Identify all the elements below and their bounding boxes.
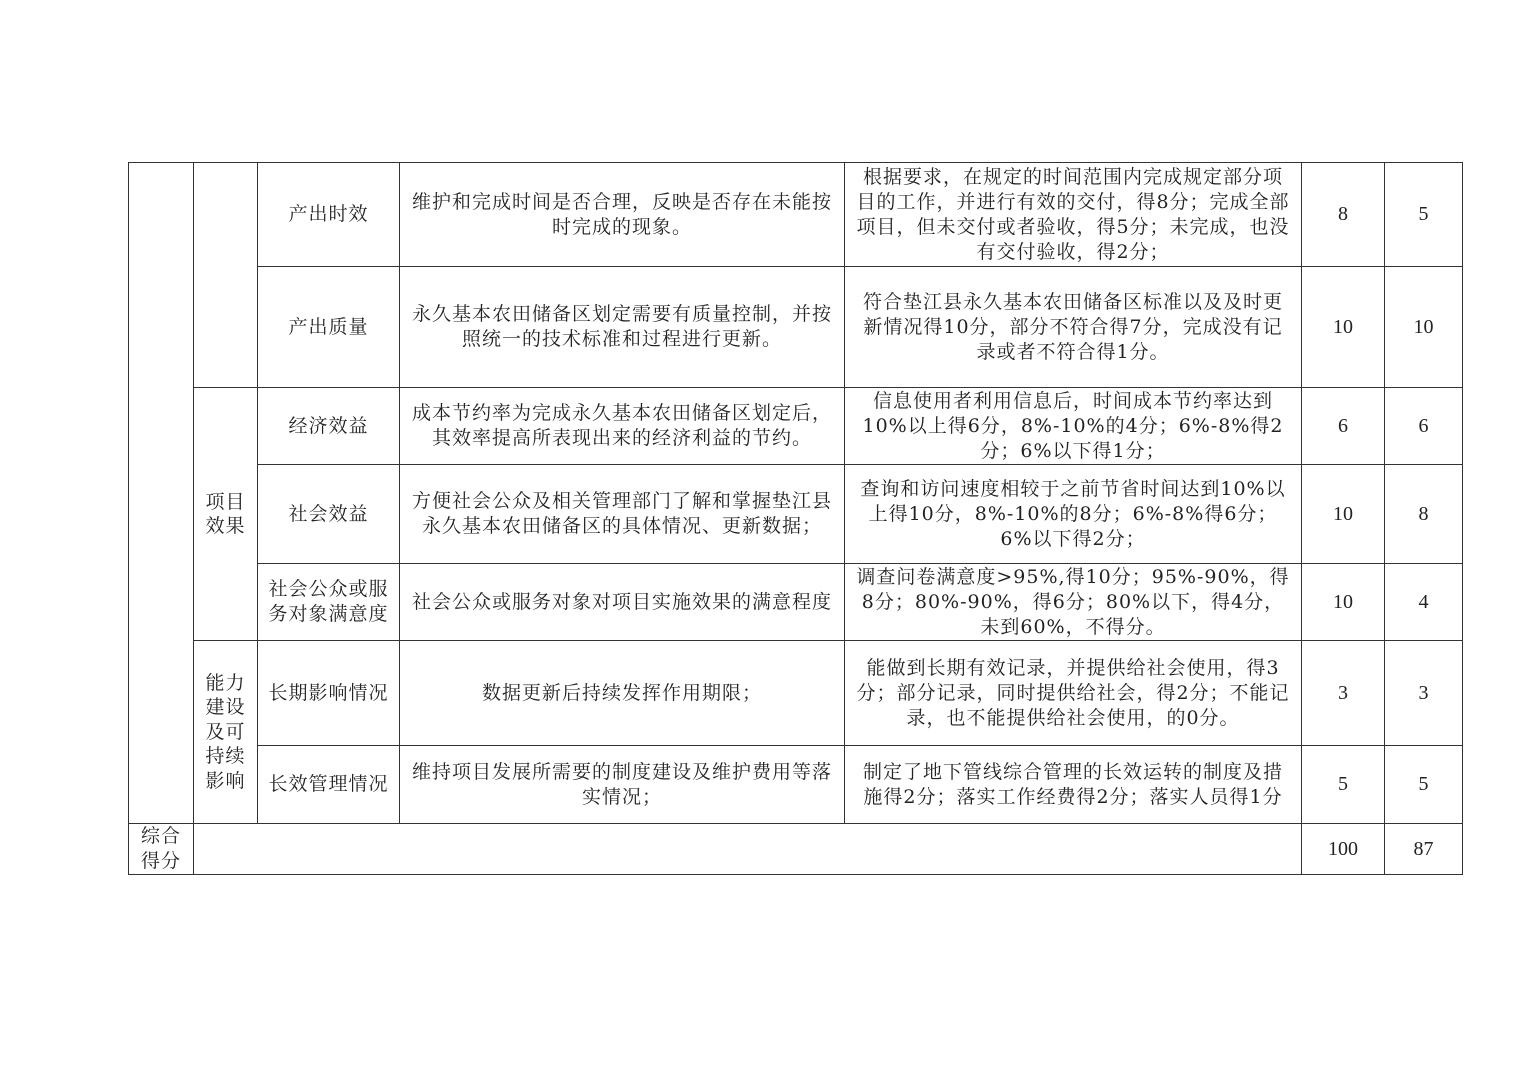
score-cell: 3 [1385, 641, 1463, 746]
indicator-cell: 社会效益 [258, 465, 400, 564]
full-score-cell: 10 [1302, 267, 1385, 388]
table-row [129, 465, 1463, 564]
total-score-cell: 87 [1385, 824, 1463, 875]
full-score-cell: 8 [1302, 163, 1385, 267]
total-full-score-cell: 100 [1302, 824, 1385, 875]
table-row [129, 641, 1463, 746]
score-cell: 6 [1385, 388, 1463, 465]
score-cell: 8 [1385, 465, 1463, 564]
evaluation-table [128, 162, 1463, 875]
indicator-cell: 长效管理情况 [258, 746, 400, 824]
score-cell: 4 [1385, 564, 1463, 641]
indicator-cell: 长期影响情况 [258, 641, 400, 746]
table-row [129, 388, 1463, 465]
score-cell: 5 [1385, 163, 1463, 267]
table-row [129, 267, 1463, 388]
level2-capacity-cell: 能力建设及可持续影响 [194, 641, 258, 824]
total-blank-cell [194, 824, 1302, 875]
criteria-cell: 查询和访问速度相较于之前节省时间达到10%以上得10分，8%-10%的8分；6%-8%得6分；6%以下得2分； [845, 465, 1302, 564]
indicator-cell: 经济效益 [258, 388, 400, 465]
criteria-cell: 能做到长期有效记录，并提供给社会使用，得3分；部分记录，同时提供给社会，得2分；不能记录，也不能提供给社会使用，的0分。 [845, 641, 1302, 746]
criteria-cell: 信息使用者利用信息后，时间成本节约率达到10%以上得6分，8%-10%的4分；6%-8%得2分；6%以下得1分； [845, 388, 1302, 465]
level2-effect-cell: 项目效果 [194, 388, 258, 641]
criteria-cell: 符合垫江县永久基本农田储备区标准以及及时更新情况得10分，部分不符合得7分，完成没有记录或者不符合得1分。 [845, 267, 1302, 388]
total-label-cell: 综合得分 [129, 824, 194, 875]
level1-category-cell [129, 163, 194, 824]
indicator-cell: 产出时效 [258, 163, 400, 267]
description-cell: 方便社会公众及相关管理部门了解和掌握垫江县永久基本农田储备区的具体情况、更新数据； [400, 465, 845, 564]
score-cell: 5 [1385, 746, 1463, 824]
total-row [129, 824, 1463, 875]
criteria-cell: 调查问卷满意度>95%,得10分；95%-90%，得8分；80%-90%，得6分；80%以下，得4分，未到60%，不得分。 [845, 564, 1302, 641]
criteria-cell: 根据要求，在规定的时间范围内完成规定部分项目的工作，并进行有效的交付，得8分；完成全部项目，但未交付或者验收，得5分；未完成，也没有交付验收，得2分； [845, 163, 1302, 267]
table-row [129, 163, 1463, 267]
table-row [129, 746, 1463, 824]
indicator-cell: 产出质量 [258, 267, 400, 388]
table-row [129, 564, 1463, 641]
full-score-cell: 10 [1302, 564, 1385, 641]
full-score-cell: 5 [1302, 746, 1385, 824]
description-cell: 数据更新后持续发挥作用期限； [400, 641, 845, 746]
indicator-cell: 社会公众或服务对象满意度 [258, 564, 400, 641]
description-cell: 社会公众或服务对象对项目实施效果的满意程度 [400, 564, 845, 641]
full-score-cell: 3 [1302, 641, 1385, 746]
description-cell: 永久基本农田储备区划定需要有质量控制，并按照统一的技术标准和过程进行更新。 [400, 267, 845, 388]
full-score-cell: 6 [1302, 388, 1385, 465]
criteria-cell: 制定了地下管线综合管理的长效运转的制度及措施得2分；落实工作经费得2分；落实人员得1分 [845, 746, 1302, 824]
full-score-cell: 10 [1302, 465, 1385, 564]
description-cell: 维持项目发展所需要的制度建设及维护费用等落实情况； [400, 746, 845, 824]
score-cell: 10 [1385, 267, 1463, 388]
description-cell: 成本节约率为完成永久基本农田储备区划定后，其效率提高所表现出来的经济利益的节约。 [400, 388, 845, 465]
description-cell: 维护和完成时间是否合理，反映是否存在未能按时完成的现象。 [400, 163, 845, 267]
level2-output-cell [194, 163, 258, 388]
